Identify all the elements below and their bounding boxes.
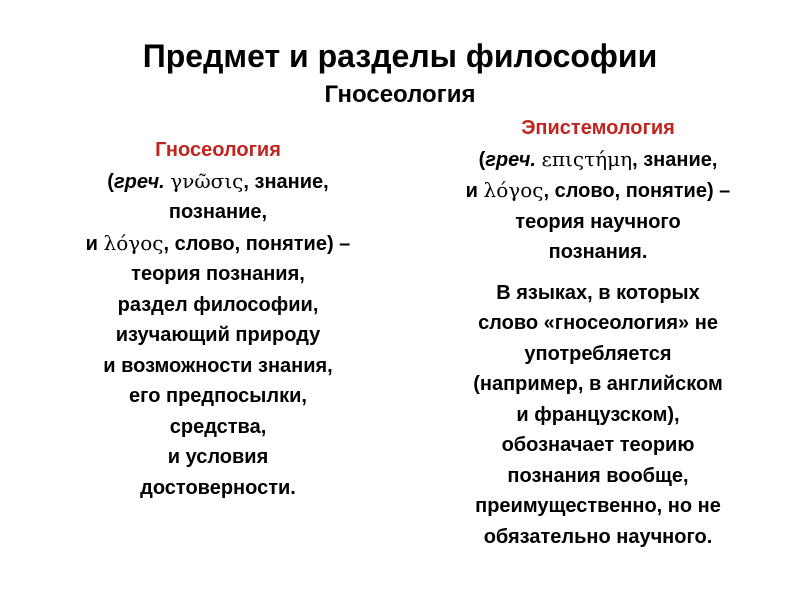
left-line-3-suffix: , слово, понятие) – [163,232,351,255]
right-p2-line-9: обязательно научного. [483,525,713,548]
right-line-2-suffix: , слово, понятие) – [543,180,731,202]
right-p2-line-6: обозначает теорию [501,434,695,456]
right-p2-line-7: познания вообще, [507,464,689,487]
right-p2-line-3: употребляется [524,342,672,365]
left-line-10: и условия [167,446,269,468]
left-line-3 [38,228,398,260]
right-paragraph-2 [412,278,784,553]
right-line-1-abbr: греч. [485,148,536,171]
left-line-1-abbr: греч. [113,170,165,193]
left-line-1-prefix: ( [107,170,114,193]
right-line-1-suffix: , знание, [632,148,718,171]
right-p2-line-4: (например, в английском [473,373,723,395]
right-heading: Эпистемология [521,117,675,139]
right-line-1-prefix: ( [478,148,486,171]
left-line-4: теория познания, [131,263,305,285]
slide-subtitle: Гносеология [324,81,476,108]
right-p2-line-5: и французском), [516,403,680,426]
left-line-2: познание, [168,201,268,223]
right-p2-line-1: В языках, в которых [496,281,700,304]
right-line-1-greek: επιςτήμη [541,146,633,171]
left-line-8: его предпосылки, [129,385,307,407]
left-line-1-suffix: , знание, [243,170,329,193]
left-heading: Гносеология [155,139,281,161]
left-line-3-prefix: и [85,232,104,255]
left-line-6: изучающий природу [115,324,321,346]
right-line-4: познания. [548,241,648,263]
left-column-gnoseology [38,135,398,503]
right-p2-line-2: слово «гносеология» не [478,312,718,334]
right-line-1 [412,144,784,176]
right-line-2-greek: λόγος [483,178,544,202]
slide-title: Предмет и разделы философии [142,38,658,74]
left-line-5: раздел философии, [117,293,319,316]
left-line-11: достоверности. [140,476,296,499]
right-p2-line-8: преимущественно, но не [475,495,721,517]
right-line-2-prefix: и [465,180,484,202]
left-line-9: средства, [169,415,267,438]
right-column-epistemology [412,113,784,552]
left-line-1-greek: γνῶσις [170,168,244,193]
left-line-7: и возможности знания, [103,354,333,377]
right-line-3: теория научного [515,210,681,233]
left-line-1 [38,166,398,198]
left-line-3-greek: λόγος [103,230,164,255]
right-line-2 [412,175,784,207]
